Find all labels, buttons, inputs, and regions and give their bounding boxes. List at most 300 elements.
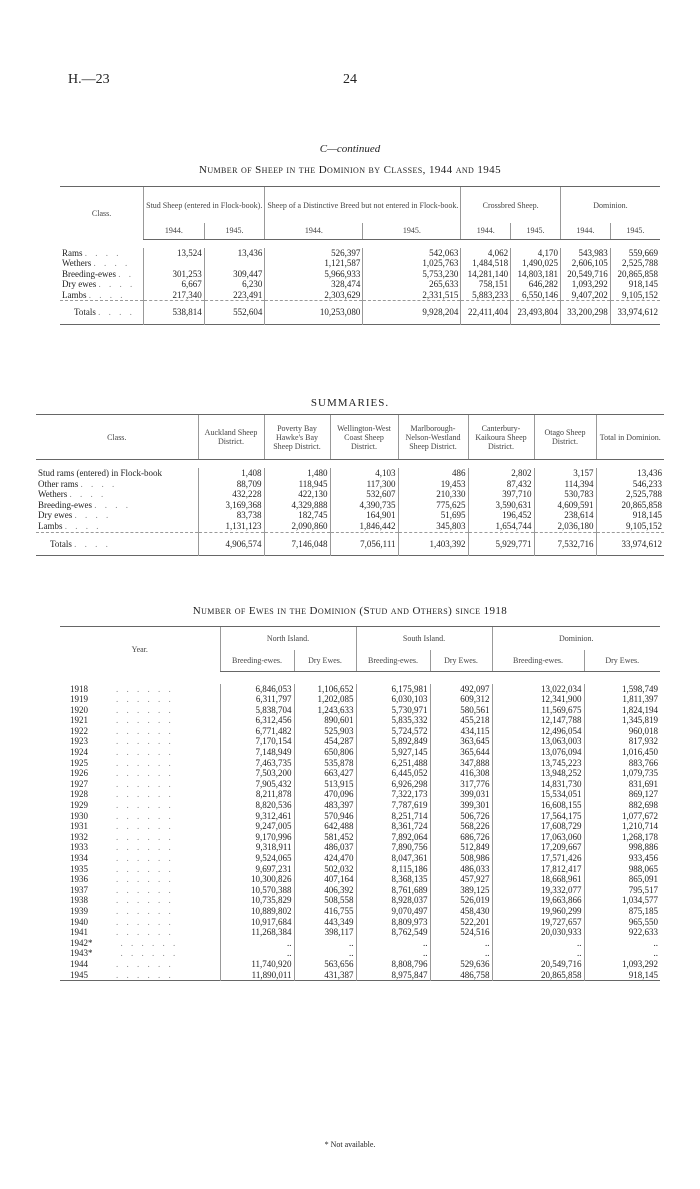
leader-dots: . . . . (98, 307, 135, 318)
value-cell: 14,831,730 (492, 779, 584, 790)
table-row (60, 269, 660, 280)
year-cell (60, 821, 220, 832)
value-cell: 513,915 (294, 779, 356, 790)
sheep-by-class-table (60, 186, 660, 325)
value-cell: 5,730,971 (356, 705, 430, 716)
value-cell: 869,127 (584, 789, 660, 800)
value-cell: 530,783 (534, 489, 596, 500)
year-header: 1945. (511, 223, 561, 239)
table-row (60, 736, 660, 747)
leader-dots: . . . . . . (120, 948, 179, 959)
value-cell: 17,564,175 (492, 811, 584, 822)
class-cell (36, 521, 198, 532)
value-cell: 11,569,675 (492, 705, 584, 716)
year-label: 1931 (70, 821, 88, 832)
value-cell: 506,726 (430, 811, 492, 822)
value-cell: 4,329,888 (264, 500, 330, 511)
value-cell: 7,148,949 (220, 747, 294, 758)
year-header: 1945. (363, 223, 461, 239)
class-header: Class. (36, 415, 198, 460)
value-cell: 758,151 (461, 279, 511, 290)
value-cell: 20,865,858 (610, 269, 660, 280)
value-cell: 2,090,860 (264, 521, 330, 532)
leader-dots: . . . . . . (116, 831, 174, 842)
table-row (60, 290, 660, 301)
value-cell: 8,820,536 (220, 800, 294, 811)
value-cell: 663,427 (294, 768, 356, 779)
table-row (60, 694, 660, 705)
totals-row (36, 532, 664, 556)
value-cell: 19,960,299 (492, 906, 584, 917)
value-cell: 1,490,025 (511, 258, 561, 269)
year-label: 1941 (70, 927, 88, 938)
row-label: Lambs (62, 289, 87, 300)
value-cell: 2,802 (468, 468, 534, 479)
total-cell: 23,493,804 (511, 301, 561, 325)
table3-title: Number of Ewes in the Dominion (Stud and Others) since 1918 (192, 605, 508, 617)
value-cell: 9,070,497 (356, 906, 430, 917)
value-cell: 20,865,858 (492, 970, 584, 981)
value-cell: 12,496,054 (492, 726, 584, 737)
value-cell: 1,243,633 (294, 705, 356, 716)
value-cell: 486,033 (430, 864, 492, 875)
value-cell: 6,311,797 (220, 694, 294, 705)
year-label: 1924 (70, 747, 88, 758)
group-header-dominion-ewes: Dominion. (492, 627, 660, 650)
leader-dots: . . . . . . (116, 778, 174, 789)
table-row (36, 479, 664, 490)
value-cell: 960,018 (584, 726, 660, 737)
table-row (60, 959, 660, 970)
value-cell: 918,145 (610, 279, 660, 290)
value-cell: 164,901 (330, 510, 398, 521)
value-cell: 3,590,631 (468, 500, 534, 511)
year-cell (60, 927, 220, 938)
value-cell: 9,105,152 (596, 521, 664, 532)
row-label: Dry ewes (38, 510, 73, 521)
value-cell: 486 (398, 468, 468, 479)
year-label: 1919 (70, 694, 88, 705)
value-cell: 8,251,714 (356, 811, 430, 822)
year-header: 1944. (461, 223, 511, 239)
value-cell: 15,534,051 (492, 789, 584, 800)
value-cell: 1,106,652 (294, 684, 356, 695)
row-label: Wethers (62, 258, 92, 269)
ewes-since-1918-table (60, 626, 660, 981)
value-cell: 17,209,667 (492, 842, 584, 853)
table-row (60, 789, 660, 800)
value-cell: 118,945 (264, 479, 330, 490)
value-cell: 389,125 (430, 885, 492, 896)
total-cell: 9,928,204 (363, 301, 461, 325)
value-cell: .. (430, 938, 492, 949)
sub-header: Breeding-ewes. (492, 650, 584, 671)
value-cell: 6,312,456 (220, 715, 294, 726)
value-cell: 11,268,384 (220, 927, 294, 938)
leader-dots: . . . . (80, 478, 118, 489)
year-cell (60, 842, 220, 853)
value-cell: 309,447 (204, 269, 265, 280)
leader-dots: . . . . . . (116, 927, 174, 938)
group-header-north-island: North Island. (220, 627, 356, 650)
leader-dots: . . . . . . (116, 874, 174, 885)
leader-dots: . . . . . . (116, 715, 174, 726)
value-cell: 4,390,735 (330, 500, 398, 511)
leader-dots: . . . . (94, 499, 131, 510)
value-cell: .. (356, 948, 430, 959)
sub-header: Breeding-ewes. (356, 650, 430, 671)
table-row (60, 917, 660, 928)
table-row (36, 500, 664, 511)
value-cell: 83,738 (198, 510, 264, 521)
value-cell: 7,322,173 (356, 789, 430, 800)
leader-dots: . . . . . . (116, 842, 174, 853)
value-cell: 7,503,200 (220, 768, 294, 779)
value-cell: .. (356, 938, 430, 949)
table-row (60, 832, 660, 843)
year-label: 1939 (70, 905, 88, 916)
value-cell: 434,115 (430, 726, 492, 737)
value-cell: 502,032 (294, 864, 356, 875)
year-cell (60, 705, 220, 716)
row-label: Totals (74, 307, 96, 318)
value-cell: 455,218 (430, 715, 492, 726)
leader-dots: . . . . . . (116, 800, 174, 811)
table-row (60, 927, 660, 938)
value-cell: 1,210,714 (584, 821, 660, 832)
leader-dots: . . . . . . (116, 736, 174, 747)
row-label: Wethers (38, 489, 68, 500)
total-cell: 552,604 (204, 301, 265, 325)
value-cell: 918,145 (596, 510, 664, 521)
value-cell: 546,233 (596, 479, 664, 490)
class-cell (36, 479, 198, 490)
value-cell: 4,170 (511, 248, 561, 259)
value-cell: 210,330 (398, 489, 468, 500)
value-cell: 831,691 (584, 779, 660, 790)
value-cell: 563,656 (294, 959, 356, 970)
value-cell: 988,065 (584, 864, 660, 875)
year-cell (60, 906, 220, 917)
year-cell (60, 758, 220, 769)
leader-dots: . . . . (98, 279, 136, 290)
value-cell: 20,549,716 (492, 959, 584, 970)
value-cell: 8,211,878 (220, 789, 294, 800)
value-cell: 9,170,996 (220, 832, 294, 843)
value-cell: 543,983 (560, 248, 610, 259)
value-cell: 223,491 (204, 290, 265, 301)
value-cell: 526,019 (430, 895, 492, 906)
table-row (60, 800, 660, 811)
table-row (36, 489, 664, 500)
value-cell: 422,130 (264, 489, 330, 500)
value-cell: 1,025,763 (363, 258, 461, 269)
value-cell: 6,667 (144, 279, 205, 290)
year-label: 1927 (70, 778, 88, 789)
value-cell: 416,308 (430, 768, 492, 779)
value-cell: 4,103 (330, 468, 398, 479)
year-cell (60, 970, 220, 981)
value-cell: 301,253 (144, 269, 205, 280)
totals-label (60, 301, 144, 325)
year-cell (60, 694, 220, 705)
total-cell: 7,146,048 (264, 532, 330, 556)
table-row (60, 768, 660, 779)
year-label: 1936 (70, 874, 88, 885)
table-row (60, 895, 660, 906)
value-cell: 13,948,252 (492, 768, 584, 779)
year-cell (60, 789, 220, 800)
table-row (36, 521, 664, 532)
value-cell: 9,105,152 (610, 290, 660, 301)
leader-dots: . . . . (74, 510, 112, 521)
value-cell: 88,709 (198, 479, 264, 490)
table-row (60, 906, 660, 917)
value-cell: 5,838,704 (220, 705, 294, 716)
value-cell (144, 258, 205, 269)
year-header: Year. (60, 627, 220, 672)
value-cell: 14,281,140 (461, 269, 511, 280)
leader-dots: . . . . . . (116, 683, 174, 694)
value-cell: 10,735,829 (220, 895, 294, 906)
value-cell: 8,115,186 (356, 864, 430, 875)
leader-dots: . . . . . . (116, 853, 174, 863)
value-cell: 580,561 (430, 705, 492, 716)
value-cell: 4,609,591 (534, 500, 596, 511)
table-row (60, 705, 660, 716)
value-cell: 443,349 (294, 917, 356, 928)
year-cell (60, 715, 220, 726)
value-cell: 19,727,657 (492, 917, 584, 928)
value-cell: 1,093,292 (560, 279, 610, 290)
value-cell: 347,888 (430, 758, 492, 769)
page-number: 24 (343, 72, 357, 87)
year-cell (60, 853, 220, 864)
value-cell: 196,452 (468, 510, 534, 521)
district-header: Otago Sheep District. (534, 415, 596, 460)
value-cell: 2,525,788 (596, 489, 664, 500)
class-cell (60, 279, 144, 290)
value-cell: 10,300,826 (220, 874, 294, 885)
value-cell: 1,034,577 (584, 895, 660, 906)
value-cell: 1,268,178 (584, 832, 660, 843)
value-cell: 13,745,223 (492, 758, 584, 769)
value-cell: 512,849 (430, 842, 492, 853)
value-cell: 8,809,973 (356, 917, 430, 928)
year-label: 1935 (70, 863, 88, 874)
year-label: 1928 (70, 789, 88, 800)
value-cell: 2,303,629 (265, 290, 363, 301)
year-cell (60, 684, 220, 695)
table-row (60, 885, 660, 896)
summaries-table (36, 414, 664, 556)
value-cell: 5,883,233 (461, 290, 511, 301)
total-cell: 22,411,404 (461, 301, 511, 325)
leader-dots: . . . . . . (116, 958, 174, 969)
table-row (60, 938, 660, 949)
value-cell: 7,905,432 (220, 779, 294, 790)
table-row (60, 811, 660, 822)
value-cell: 965,550 (584, 917, 660, 928)
year-header: 1945. (204, 223, 265, 239)
value-cell: 10,917,684 (220, 917, 294, 928)
class-cell (36, 468, 198, 479)
year-header: 1944. (560, 223, 610, 239)
value-cell: 486,758 (430, 970, 492, 981)
totals-label (36, 532, 198, 556)
continued-heading: C—continued (319, 143, 381, 155)
table-row (60, 726, 660, 737)
value-cell: 933,456 (584, 853, 660, 864)
value-cell: .. (492, 938, 584, 949)
value-cell: 1,408 (198, 468, 264, 479)
value-cell: 1,121,587 (265, 258, 363, 269)
row-label: Breeding-ewes (62, 268, 116, 279)
value-cell: 11,890,011 (220, 970, 294, 981)
value-cell: 470,096 (294, 789, 356, 800)
value-cell: 686,726 (430, 832, 492, 843)
value-cell: 1,811,397 (584, 694, 660, 705)
table-row (60, 842, 660, 853)
value-cell: 922,633 (584, 927, 660, 938)
leader-dots: . . . . . . (116, 789, 174, 800)
value-cell: 11,740,920 (220, 959, 294, 970)
value-cell: 406,392 (294, 885, 356, 896)
value-cell: 6,030,103 (356, 694, 430, 705)
total-cell: 4,906,574 (198, 532, 264, 556)
value-cell: 7,890,756 (356, 842, 430, 853)
value-cell: 8,368,135 (356, 874, 430, 885)
row-label: Stud rams (entered) in Flock-book (38, 468, 162, 478)
table-row (60, 279, 660, 290)
value-cell: 2,606,105 (560, 258, 610, 269)
value-cell: 10,889,802 (220, 906, 294, 917)
leader-dots: . . . . . . (116, 704, 174, 715)
leader-dots: . . . . . . (116, 863, 174, 874)
class-cell (60, 258, 144, 269)
year-header: 1945. (610, 223, 660, 239)
value-cell: 182,745 (264, 510, 330, 521)
leader-dots: . . (118, 268, 134, 279)
value-cell: 6,550,146 (511, 290, 561, 301)
value-cell: 13,022,034 (492, 684, 584, 695)
total-cell: 1,403,392 (398, 532, 468, 556)
leader-dots: . . . . . . (116, 725, 174, 736)
value-cell: 317,776 (430, 779, 492, 790)
value-cell: 581,452 (294, 832, 356, 843)
value-cell: 875,185 (584, 906, 660, 917)
sub-header: Breeding-ewes. (220, 650, 294, 671)
year-cell (60, 736, 220, 747)
value-cell: 14,803,181 (511, 269, 561, 280)
leader-dots: . . . . . . (116, 821, 174, 832)
year-header: 1944. (265, 223, 363, 239)
value-cell: 1,598,749 (584, 684, 660, 695)
value-cell: 9,524,065 (220, 853, 294, 864)
value-cell: 19,453 (398, 479, 468, 490)
value-cell: 416,755 (294, 906, 356, 917)
class-cell (36, 489, 198, 500)
value-cell: 2,036,180 (534, 521, 596, 532)
total-cell: 33,200,298 (560, 301, 610, 325)
value-cell: 17,608,729 (492, 821, 584, 832)
value-cell: 2,331,515 (363, 290, 461, 301)
value-cell: 6,846,053 (220, 684, 294, 695)
value-cell: 9,312,461 (220, 811, 294, 822)
value-cell: 775,625 (398, 500, 468, 511)
value-cell: 13,524 (144, 248, 205, 259)
table-row (60, 758, 660, 769)
year-cell (60, 874, 220, 885)
value-cell: 6,926,298 (356, 779, 430, 790)
table1-title: Number of Sheep in the Dominion by Classes, 1944 and 1945 (199, 164, 501, 176)
summaries-title: SUMMARIES. (310, 397, 390, 409)
value-cell: 18,668,961 (492, 874, 584, 885)
leader-dots: . . . . (93, 258, 131, 269)
class-cell (36, 500, 198, 511)
table-row (36, 468, 664, 479)
total-cell: 538,814 (144, 301, 205, 325)
total-cell: 7,532,716 (534, 532, 596, 556)
leader-dots: . . . . . . (116, 768, 174, 779)
value-cell: 1,079,735 (584, 768, 660, 779)
value-cell: 1,846,442 (330, 521, 398, 532)
value-cell: 431,387 (294, 970, 356, 981)
value-cell: 114,394 (534, 479, 596, 490)
row-label: Lambs (38, 520, 63, 531)
value-cell: 1,824,194 (584, 705, 660, 716)
year-label: 1945 (70, 969, 88, 980)
value-cell: 8,808,796 (356, 959, 430, 970)
leader-dots: . . . . (84, 247, 122, 258)
district-header: Wellington-West Coast Sheep District. (330, 415, 398, 460)
value-cell: 559,669 (610, 248, 660, 259)
value-cell: 399,031 (430, 789, 492, 800)
year-label: 1942* (70, 937, 93, 948)
value-cell: 12,147,788 (492, 715, 584, 726)
class-header: Class. (60, 187, 144, 240)
value-cell: 8,928,037 (356, 895, 430, 906)
table-row (60, 970, 660, 981)
year-label: 1921 (70, 715, 88, 726)
total-cell: 33,974,612 (596, 532, 664, 556)
value-cell: 454,287 (294, 736, 356, 747)
value-cell: 7,787,619 (356, 800, 430, 811)
value-cell: 6,251,488 (356, 758, 430, 769)
value-cell: 918,145 (584, 970, 660, 981)
value-cell: 10,570,388 (220, 885, 294, 896)
value-cell: .. (584, 938, 660, 949)
year-label: 1920 (70, 704, 88, 715)
row-label: Breeding-ewes (38, 499, 92, 510)
value-cell: 6,445,052 (356, 768, 430, 779)
group-header-dominion: Dominion. (560, 187, 660, 224)
leader-dots: . . . . . . (116, 747, 174, 758)
value-cell: 5,835,332 (356, 715, 430, 726)
value-cell: 20,865,858 (596, 500, 664, 511)
sub-header: Dry Ewes. (294, 650, 356, 671)
value-cell: 407,164 (294, 874, 356, 885)
value-cell: 19,663,866 (492, 895, 584, 906)
value-cell: 795,517 (584, 885, 660, 896)
value-cell: 542,063 (363, 248, 461, 259)
value-cell: 365,644 (430, 747, 492, 758)
value-cell: 524,516 (430, 927, 492, 938)
leader-dots: . . . . . . (116, 916, 174, 927)
class-cell (60, 269, 144, 280)
value-cell: 7,892,064 (356, 832, 430, 843)
value-cell: 20,030,933 (492, 927, 584, 938)
